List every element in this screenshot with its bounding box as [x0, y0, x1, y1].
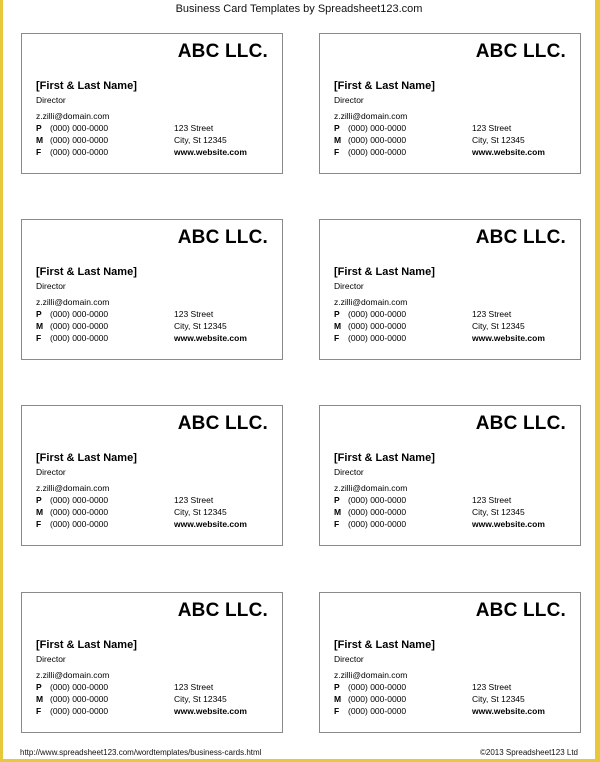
phone-number: (000) 000-0000 — [50, 123, 109, 133]
job-title: Director — [36, 654, 66, 664]
phone-number: (000) 000-0000 — [348, 682, 407, 692]
contact-row-mobile — [36, 507, 276, 519]
fax-number: (000) 000-0000 — [348, 333, 407, 343]
website: www.website.com — [174, 519, 247, 529]
email: z.zilli@domain.com — [36, 483, 110, 493]
phone-number: (000) 000-0000 — [50, 682, 109, 692]
contact-row-mobile — [334, 507, 574, 519]
contact-row-phone — [36, 123, 276, 135]
email: z.zilli@domain.com — [36, 670, 110, 680]
company-name: ABC LLC. — [475, 227, 566, 248]
city: City, St 12345 — [174, 321, 227, 331]
contact-row-mobile — [334, 135, 574, 147]
fax-number: (000) 000-0000 — [50, 333, 109, 343]
street: 123 Street — [174, 495, 214, 505]
job-title: Director — [334, 654, 364, 664]
company-name: ABC LLC. — [177, 600, 268, 621]
fax-label: F — [334, 519, 340, 529]
mobile-number: (000) 000-0000 — [348, 135, 407, 145]
page-header: Business Card Templates by Spreadsheet123.com — [175, 3, 423, 15]
job-title: Director — [36, 467, 66, 477]
website: www.website.com — [174, 333, 247, 343]
person-name: [First & Last Name] — [36, 266, 137, 278]
mobile-number: (000) 000-0000 — [50, 507, 109, 517]
phone-label: P — [36, 495, 42, 505]
company-name: ABC LLC. — [177, 41, 268, 62]
fax-label: F — [36, 706, 42, 716]
fax-label: F — [36, 147, 42, 157]
contact-row-phone — [36, 309, 276, 321]
business-card — [21, 405, 283, 546]
phone-label: P — [334, 495, 340, 505]
company-name: ABC LLC. — [475, 41, 566, 62]
business-card — [319, 405, 581, 546]
city: City, St 12345 — [472, 135, 525, 145]
website: www.website.com — [174, 147, 247, 157]
phone-label: P — [334, 309, 340, 319]
person-name: [First & Last Name] — [334, 452, 435, 464]
contact-row-fax — [334, 147, 574, 159]
phone-label: P — [36, 682, 42, 692]
email: z.zilli@domain.com — [36, 111, 110, 121]
contact-row-fax — [334, 519, 574, 531]
business-card — [21, 33, 283, 174]
phone-label: P — [334, 123, 340, 133]
mobile-number: (000) 000-0000 — [50, 135, 109, 145]
fax-label: F — [334, 706, 340, 716]
fax-number: (000) 000-0000 — [50, 706, 109, 716]
street: 123 Street — [472, 309, 512, 319]
fax-number: (000) 000-0000 — [348, 519, 407, 529]
fax-number: (000) 000-0000 — [50, 519, 109, 529]
city: City, St 12345 — [472, 507, 525, 517]
footer-copyright: ©2013 Spreadsheet123 Ltd — [480, 748, 578, 757]
mobile-number: (000) 000-0000 — [50, 694, 109, 704]
phone-number: (000) 000-0000 — [348, 495, 407, 505]
contact-row-mobile — [334, 694, 574, 706]
company-name: ABC LLC. — [177, 227, 268, 248]
mobile-label: M — [36, 694, 44, 704]
contact-row-mobile — [36, 694, 276, 706]
person-name: [First & Last Name] — [334, 80, 435, 92]
page — [3, 0, 595, 759]
contact-row-fax — [334, 706, 574, 718]
contact-row-fax — [334, 333, 574, 345]
person-name: [First & Last Name] — [36, 639, 137, 651]
job-title: Director — [334, 281, 364, 291]
footer-url[interactable]: http://www.spreadsheet123.com/wordtemplates/business-cards.html — [20, 748, 262, 757]
fax-number: (000) 000-0000 — [348, 147, 407, 157]
street: 123 Street — [174, 309, 214, 319]
company-name: ABC LLC. — [475, 600, 566, 621]
street: 123 Street — [472, 495, 512, 505]
street: 123 Street — [472, 123, 512, 133]
mobile-number: (000) 000-0000 — [50, 321, 109, 331]
mobile-label: M — [36, 135, 44, 145]
mobile-label: M — [334, 507, 342, 517]
business-card — [21, 592, 283, 733]
fax-label: F — [334, 147, 340, 157]
city: City, St 12345 — [472, 321, 525, 331]
mobile-number: (000) 000-0000 — [348, 507, 407, 517]
website: www.website.com — [472, 519, 545, 529]
phone-label: P — [334, 682, 340, 692]
phone-label: P — [36, 309, 42, 319]
city: City, St 12345 — [174, 507, 227, 517]
job-title: Director — [334, 95, 364, 105]
mobile-number: (000) 000-0000 — [348, 694, 407, 704]
contact-row-mobile — [36, 321, 276, 333]
city: City, St 12345 — [472, 694, 525, 704]
person-name: [First & Last Name] — [36, 80, 137, 92]
fax-label: F — [334, 333, 340, 343]
job-title: Director — [36, 95, 66, 105]
website: www.website.com — [472, 333, 545, 343]
contact-row-fax — [36, 147, 276, 159]
email: z.zilli@domain.com — [36, 297, 110, 307]
fax-number: (000) 000-0000 — [348, 706, 407, 716]
email: z.zilli@domain.com — [334, 670, 408, 680]
contact-row-phone — [36, 495, 276, 507]
contact-row-phone — [334, 682, 574, 694]
street: 123 Street — [174, 682, 214, 692]
company-name: ABC LLC. — [177, 413, 268, 434]
person-name: [First & Last Name] — [334, 639, 435, 651]
street: 123 Street — [472, 682, 512, 692]
phone-number: (000) 000-0000 — [348, 123, 407, 133]
job-title: Director — [334, 467, 364, 477]
contact-row-mobile — [36, 135, 276, 147]
fax-number: (000) 000-0000 — [50, 147, 109, 157]
city: City, St 12345 — [174, 694, 227, 704]
mobile-label: M — [334, 321, 342, 331]
phone-number: (000) 000-0000 — [348, 309, 407, 319]
business-card — [319, 33, 581, 174]
contact-row-fax — [36, 706, 276, 718]
business-card — [319, 219, 581, 360]
contact-row-phone — [334, 309, 574, 321]
website: www.website.com — [174, 706, 247, 716]
contact-row-fax — [36, 519, 276, 531]
job-title: Director — [36, 281, 66, 291]
city: City, St 12345 — [174, 135, 227, 145]
mobile-label: M — [36, 507, 44, 517]
business-card — [21, 219, 283, 360]
email: z.zilli@domain.com — [334, 483, 408, 493]
phone-label: P — [36, 123, 42, 133]
mobile-label: M — [36, 321, 44, 331]
email: z.zilli@domain.com — [334, 297, 408, 307]
person-name: [First & Last Name] — [36, 452, 137, 464]
contact-row-phone — [334, 495, 574, 507]
contact-row-phone — [36, 682, 276, 694]
mobile-label: M — [334, 135, 342, 145]
person-name: [First & Last Name] — [334, 266, 435, 278]
fax-label: F — [36, 519, 42, 529]
mobile-label: M — [334, 694, 342, 704]
contact-row-phone — [334, 123, 574, 135]
street: 123 Street — [174, 123, 214, 133]
contact-row-mobile — [334, 321, 574, 333]
mobile-number: (000) 000-0000 — [348, 321, 407, 331]
phone-number: (000) 000-0000 — [50, 495, 109, 505]
fax-label: F — [36, 333, 42, 343]
company-name: ABC LLC. — [475, 413, 566, 434]
website: www.website.com — [472, 706, 545, 716]
website: www.website.com — [472, 147, 545, 157]
email: z.zilli@domain.com — [334, 111, 408, 121]
phone-number: (000) 000-0000 — [50, 309, 109, 319]
contact-row-fax — [36, 333, 276, 345]
business-card — [319, 592, 581, 733]
